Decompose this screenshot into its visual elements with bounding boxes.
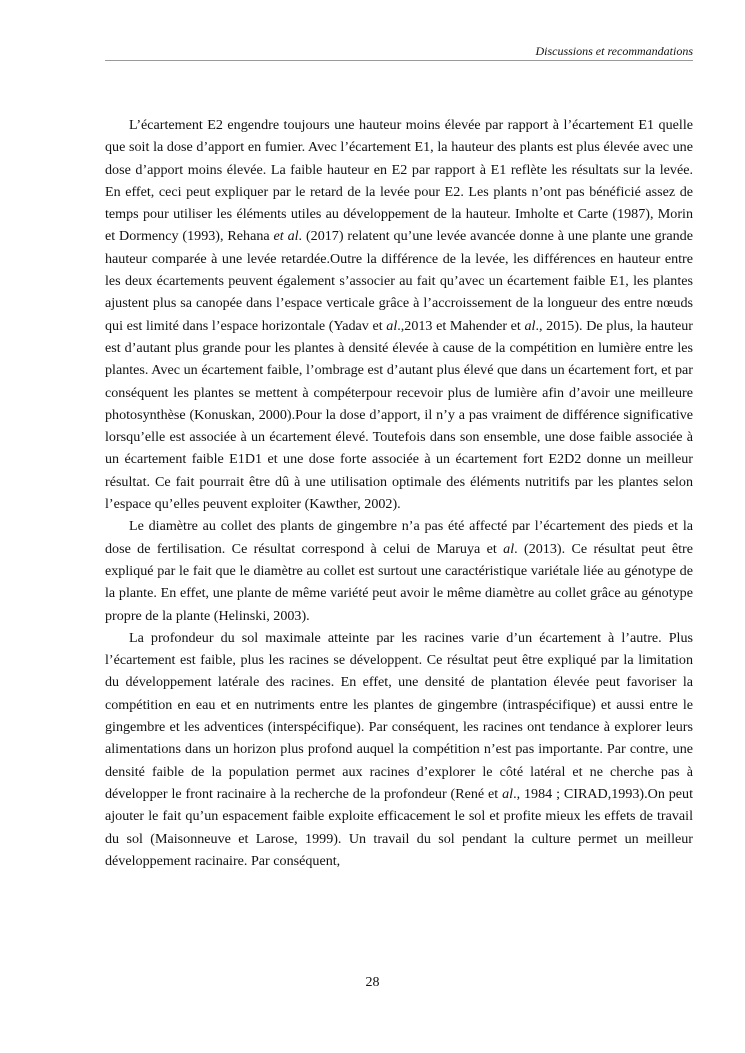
paragraph [105,515,693,626]
page-number: 28 [365,975,380,990]
text-segment-italic: al [386,317,398,334]
paragraph [105,114,693,515]
text-segment-italic: al [524,317,536,334]
text-segment: .,2013 et Mahender et [397,317,525,334]
text-segment-italic: et al [273,228,299,245]
paragraph [105,627,693,872]
text-segment: ., 2015). De plus, la hauteur est d’autant plus grande pour les plantes à densité élevée à cause de la compétition en lumière entre les plantes. Avec un écartement faible, l’ombrage est d’autant plus élevé que dans un écartement fort, et par conséquent les plantes se mettent à compéterpour recevoir plus de lumière afin d’avoir une meilleure photosynthèse (Konuskan, 2000).Pour la dose d’apport, il n’y a pas vraiment de différence significative lorsqu’elle est associée à un écartement élevé. Toutefois dans son ensemble, une dose faible associée à un écartement faible E1D1 et une dose forte associée à un écartement fort E2D2 donne un meilleur résultat. Ce fait pourrait être dû à une utilisation optimale des éléments nutritifs par les plantes selon l’espace qu’elles peuvent exploiter (Kawther, 2002). [105,317,693,513]
text-segment: La profondeur du sol maximale atteinte par les racines varie d’un écartement à l’autre. Plus l’écartement est faible, plus les racines se développent. Ce résultat peut être expliqué par la limitation du développement latérale des racines. En effet, une densité de plantation élevée peut favoriser la compétition en eau et en nutriments entre les plantes de gingembre (intraspécifique) et aussi entre le gingembre et les adventices (interspécifique). Par conséquent, les racines ont tendance à explorer leurs alimentations dans un horizon plus profond auquel la compétition n’est pas importante. Par contre, une densité faible de la population permet aux racines d’explorer le côté latéral et ne cherche pas à développer le front racinaire à la recherche de la profondeur (René et [105,629,693,802]
text-segment: ., 1984 ; CIRAD,1993).On peut ajouter le fait qu’un espacement faible exploite efficacement le sol et profite mieux les effets de travail du sol (Maisonneuve et Larose, 1999). Un travail du sol pendant la culture permet un meilleur développement racinaire. Par conséquent, [105,785,694,869]
text-segment-italic: al [503,540,515,557]
running-header [105,40,693,61]
header-title: Discussions et recommandations [535,44,693,58]
text-segment-italic: al [502,785,514,802]
text-segment: L’écartement E2 engendre toujours une hauteur moins élevée par rapport à l’écartement E1 quelle que soit la dose d’apport en fumier. Avec l’écartement E1, la hauteur des plants est plus élevée avec une dose d’apport moins élevée. La faible hauteur en E2 par rapport à E1 reflète les résultats sur la levée. En effet, ceci peut expliquer par le retard de la levée pour E2. Les plants n’ont pas bénéficié assez de temps pour utiliser les éléments utiles au développement de la hauteur. Imholte et Carte (1987), Morin et Dormency (1993), Rehana [105,117,693,245]
text-segment: . (2017) relatent qu’une levée avancée donne à une plante une grande hauteur comparée à une levée retardée.Outre la différence de la levée, les différences en hauteur entre les deux écartements peuvent également s’associer au fait qu’avec un écartement faible E1, les plantes ajustent plus sa canopée dans l’espace verticale grâce à l’accroissement de la longueur des entre nœuds qui est limité dans l’espace horizontale (Yadav et [105,228,693,334]
body-text [105,114,693,872]
text-segment: . (2013). Ce résultat peut être expliqué par le fait que le diamètre au collet est surtout une caractéristique variétale liée au génotype de la plante. En effet, une plante de même variété peut avoir le même diamètre au collet grâce au génotype propre de la plante (Helinski, 2003). [105,540,694,624]
text-segment: Le diamètre au collet des plants de gingembre n’a pas été affecté par l’écartement des pieds et la dose de fertilisation. Ce résultat correspond à celui de Maruya et [105,518,693,557]
